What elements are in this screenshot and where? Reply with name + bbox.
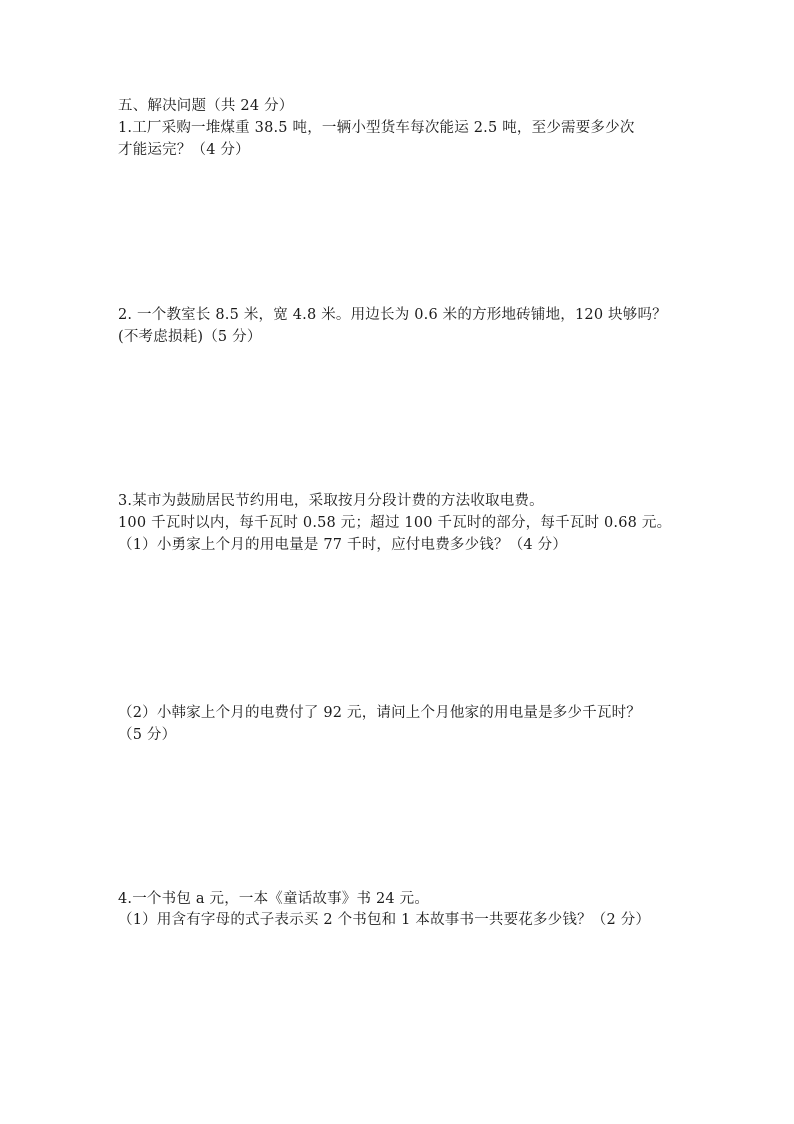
question-3-part-2-line-2: （5 分） <box>118 727 177 743</box>
question-2-line-1: 2. 一个教室长 8.5 米，宽 4.8 米。用边长为 0.6 米的方形地砖铺地，120 块够吗？ <box>118 307 667 323</box>
question-1-line-2: 才能运完？（4 分） <box>118 142 250 158</box>
question-4-part-1: （1）用含有字母的式子表示买 2 个书包和 1 本故事书一共要花多少钱？（2 分） <box>118 912 651 928</box>
question-3-line-2: 100 千瓦时以内，每千瓦时 0.58 元；超过 100 千瓦时的部分，每千瓦时 0.68 元。 <box>118 515 672 531</box>
question-3-part-1: （1）小勇家上个月的用电量是 77 千时，应付电费多少钱？（4 分） <box>118 537 568 553</box>
question-3-part-2-line-1: （2）小韩家上个月的电费付了 92 元，请问上个月他家的用电量是多少千瓦时？ <box>118 705 641 721</box>
question-4-line-1: 4.一个书包 a 元，一本《童话故事》书 24 元。 <box>118 891 430 907</box>
section-title: 五、解决问题（共 24 分） <box>118 98 294 114</box>
question-1-line-1: 1.工厂采购一堆煤重 38.5 吨，一辆小型货车每次能运 2.5 吨，至少需要多少次 <box>118 120 635 136</box>
question-3-line-1: 3.某市为鼓励居民节约用电，采取按月分段计费的方法收取电费。 <box>118 493 544 509</box>
question-2-line-2: (不考虑损耗)（5 分） <box>118 329 262 345</box>
